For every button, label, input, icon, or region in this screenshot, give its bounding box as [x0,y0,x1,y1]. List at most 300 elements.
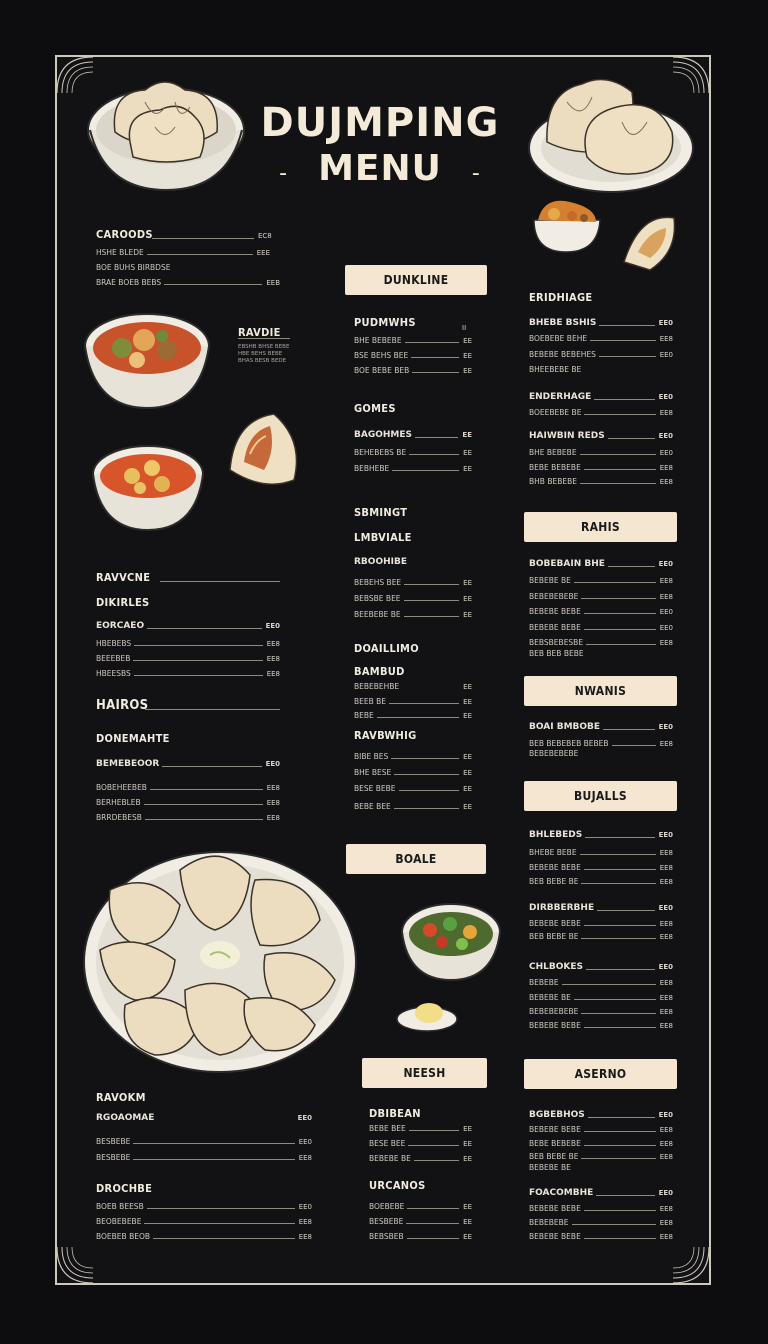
center-category-tag-3: NEESH [362,1058,487,1088]
menu-item [354,336,472,345]
item-price: EE [463,711,472,720]
item-price: EE8 [266,669,280,678]
leader-line [580,454,656,455]
item-price: EE [463,610,472,619]
leader-line [153,1238,295,1239]
item-name: BEBEBE BEBE [529,623,581,632]
leader-line [594,399,654,400]
item-price: EE [463,682,472,691]
item-name: BESBEBE [369,1217,404,1226]
menu-item [529,1204,673,1213]
item-price: EE0 [658,963,673,971]
title-dash-right: - [471,161,481,186]
leader-line [405,342,460,343]
leader-line [580,483,656,484]
side-note-heading: RAVDIE [238,326,281,339]
item-price: EE8 [659,1125,673,1134]
menu-item [529,463,673,472]
menu-item [96,278,280,287]
leader-line [599,325,654,326]
item-name: BEBEHS BEE [354,578,402,587]
menu-item [529,830,673,840]
curry-bowl-illustration [82,308,212,412]
item-name: BEBEBEHBE [354,682,400,691]
item-name: BEB BEB BEBE [529,649,584,658]
leader-line [588,1117,655,1118]
item-name: BEB BEBE BE [529,932,579,941]
leader-line [414,1160,459,1161]
item-price: EE0 [658,1111,673,1119]
item-price: EE0 [658,393,673,401]
item-price: EE0 [658,432,673,440]
menu-item [96,669,280,678]
item-name: BHEEBEBE BE [529,365,582,374]
leader-line [133,660,262,661]
item-name: BEBEBE BEBE [529,919,581,928]
item-price: EE8 [659,638,673,647]
item-price: EE0 [658,319,673,327]
center-section-heading-2: GOMES [354,402,396,415]
leader-line [584,1027,656,1028]
leader-line [152,238,254,239]
item-price: EE [463,336,472,345]
left-subheading-mid: DIKIRLES [96,596,150,609]
item-name: BOEB BEESB [96,1202,144,1211]
item-name: BEBE BEE [369,1124,406,1133]
item-name: BOEBEB BEOB [96,1232,151,1241]
menu-item [529,962,673,972]
item-name: CHLBOKES [529,962,583,972]
item-price: EE8 [659,978,673,987]
right-category-tag-4: ASERNO [524,1059,677,1089]
leader-line [586,969,655,970]
item-name: BEMEBEOOR [96,759,160,769]
item-price: EE8 [659,1021,673,1030]
item-price: EE8 [266,783,280,792]
menu-item [529,638,673,647]
item-name: BHE BEBEBE [529,448,577,457]
leader-line [145,709,280,710]
item-price: EE0 [659,350,673,359]
center-subheading-3: LMBVIALE [354,531,412,544]
item-name: BEBEBE BE [529,576,571,585]
leader-line [562,984,656,985]
menu-item [529,877,673,886]
menu-item [529,607,673,616]
side-note-line: HBE BEHS BEBE [238,351,283,357]
leader-line [584,1131,656,1132]
item-name: BOE BUHS BIRBDSE [96,263,171,272]
menu-title-line1: DUJMPING [260,100,500,146]
item-name: BEBE BEBEBE [529,1139,581,1148]
item-name: HBEBEBS [96,639,132,648]
leader-line [409,454,459,455]
item-price: EE8 [659,1139,673,1148]
menu-item [529,903,673,913]
menu-item [354,752,472,761]
item-price: EE8 [266,639,280,648]
menu-item [529,559,673,569]
leader-line [133,1143,294,1144]
center-category-tag-1: DUNKLINE [345,265,487,295]
item-name: BEBSBEB [369,1232,404,1241]
leader-line [404,600,460,601]
leader-line [584,869,656,870]
item-price: EE [463,1124,472,1133]
menu-item [529,576,673,585]
item-name: BEEEBEB [96,654,131,663]
menu-item [529,722,673,732]
menu-item [96,783,280,792]
menu-item [529,1139,673,1148]
center-section-heading-4: DOAILLIMO [354,642,419,655]
title-dash-left: - [279,161,289,186]
leader-line [389,703,459,704]
side-note-line: EBSHB BHSE BEBE [238,344,290,350]
right-category-tag-3: BUJALLS [524,781,677,811]
item-price: EE0 [659,607,673,616]
leader-line [238,338,290,339]
item-price: EE8 [266,813,280,822]
leader-line [584,629,656,630]
leader-line [411,357,459,358]
menu-item [529,623,673,632]
item-name: BRAE BOEB BEBS [96,278,162,287]
leader-line [162,766,261,767]
menu-item [354,557,472,567]
menu-item [529,477,673,486]
menu-item [96,798,280,807]
item-price: EE0 [658,904,673,912]
menu-item [354,464,472,473]
item-name: BHB BEBEBE [529,477,577,486]
leader-line [581,1013,655,1014]
item-name: BEBEBE BE [529,993,571,1002]
menu-item [354,430,472,440]
item-price: EE [463,1202,472,1211]
item-name: BEBEBE BEBE [529,1204,581,1213]
left-section-heading-low: HAIROS [96,698,149,713]
item-price: EE [463,1154,472,1163]
menu-item [354,802,472,811]
menu-item [529,863,673,872]
menu-item [354,351,472,360]
menu-item [354,784,472,793]
menu-item [529,1125,673,1134]
item-price: EEE [256,248,270,257]
menu-item [96,813,280,822]
item-name: BEBEBE BEBE [529,1232,581,1241]
leader-line [590,340,656,341]
item-price: EE8 [659,863,673,872]
menu-item [369,1124,472,1133]
dumpling-soup-bowl-illustration [90,440,206,534]
leader-line [597,910,654,911]
item-price: EE0 [658,1189,673,1197]
menu-item [529,318,673,328]
item-price: EE0 [297,1114,312,1122]
menu-item [354,610,472,619]
item-price: EE [463,448,472,457]
salad-bowl-illustration [400,900,502,984]
item-price: EE8 [659,993,673,1002]
item-price: EE8 [659,932,673,941]
menu-item [529,1163,673,1172]
menu-item [529,350,673,359]
menu-item [96,1137,312,1146]
item-price: EE8 [659,1218,673,1227]
item-name: BOE BEBE BEB [354,366,410,375]
item-name: BESE BEE [369,1139,406,1148]
dumpling-plate-illustration-top-right [527,72,699,202]
item-price: EE8 [659,334,673,343]
item-name: BOBEHEEBEB [96,783,147,792]
leader-line [160,581,280,582]
item-price: EE8 [659,848,673,857]
menu-item [529,919,673,928]
leader-line [574,999,656,1000]
item-name: BESBEBE [96,1153,131,1162]
menu-item [529,649,673,658]
leader-line [399,790,460,791]
menu-item [529,978,673,987]
center-section-heading-6: DBIBEAN [369,1107,421,1120]
menu-item [354,448,472,457]
leader-line [412,372,459,373]
item-name: BIBE BES [354,752,389,761]
item-price: EE8 [659,576,673,585]
left-subheading-low: DONEMAHTE [96,732,170,745]
item-name: BSE BEHS BEE [354,351,409,360]
item-name: BEBSBE BEE [354,594,401,603]
leader-line [581,1158,655,1159]
menu-item [529,932,673,941]
leader-line [584,1145,656,1146]
item-name: BEBEBEBEBE [529,592,579,601]
menu-item [96,1113,312,1123]
item-name: ENDERHAGE [529,392,592,402]
leader-line [404,584,459,585]
left-section-heading-top: CAROODS [96,228,153,241]
item-name: BGBEBHOS [529,1110,585,1120]
menu-item [96,1217,312,1226]
item-price: EE0 [658,831,673,839]
item-name: BEBEBE [529,978,559,987]
center-subheading-4: BAMBUD [354,665,405,678]
leader-line [584,469,656,470]
leader-line [150,789,263,790]
right-category-tag-1: RAHIS [524,512,677,542]
leader-line [584,613,656,614]
leader-line [581,598,655,599]
menu-item [354,366,472,375]
item-name: BHE BEBEBE [354,336,402,345]
item-name: BEBE BEBEBE [529,463,581,472]
item-name: BEBE [354,711,374,720]
price-marker: II [462,324,467,332]
item-name: BEBEBEBEBE [529,749,579,758]
item-name: BEBHEBE [354,464,390,473]
menu-item [354,682,472,691]
leader-line [581,938,655,939]
menu-item [354,578,472,587]
item-price: EE0 [658,723,673,731]
menu-item [354,594,472,603]
item-name: BHEBE BSHIS [529,318,597,328]
leader-line [581,883,655,884]
item-name: HAIWBIN REDS [529,431,605,441]
leader-line [572,1224,656,1225]
leader-line [415,437,458,438]
menu-item [369,1217,472,1226]
item-name: BERHEBLEB [96,798,141,807]
item-price: EE8 [659,919,673,928]
item-price: EEB [266,278,280,287]
menu-item [529,392,673,402]
leader-line [147,254,253,255]
item-price: EE [463,578,472,587]
center-category-tag-2: BOALE [346,844,486,874]
item-name: BEBEBE BEBE [529,1021,581,1030]
item-price: EE8 [659,408,673,417]
dumpling-slice-illustration-top [620,212,678,274]
menu-title-text: MENU [318,148,442,189]
item-name: BEEBEBE BE [354,610,401,619]
item-name: BEEB BE [354,697,387,706]
leader-line [612,745,656,746]
item-name: BESE BEBE [354,784,396,793]
leader-line [133,1159,294,1160]
left-section-heading-bottom-2: DROCHBE [96,1182,153,1195]
menu-item [529,334,673,343]
item-name: BRRDEBESB [96,813,142,822]
item-price: EE8 [266,798,280,807]
item-price: EE8 [659,1232,673,1241]
corner-ornament-bottom-left [55,1245,95,1285]
leader-line [144,804,263,805]
leader-line [144,1223,294,1224]
menu-item [96,639,280,648]
price: EC8 [258,232,272,240]
item-price: EE [463,784,472,793]
item-price: EE [463,366,472,375]
menu-item [529,1188,673,1198]
leader-line [603,729,655,730]
menu-item [369,1154,472,1163]
dumpling-bowl-illustration-top-left [85,72,247,194]
item-price: EE0 [659,448,673,457]
menu-item [96,1202,312,1211]
leader-line [391,758,459,759]
menu-item [529,848,673,857]
menu-item [529,749,673,758]
item-name: BEBSBEBESBE [529,638,584,647]
item-price: EE [463,351,472,360]
leader-line [377,717,459,718]
price-marker: EE [462,431,472,439]
item-price: EE0 [265,622,280,630]
item-name: BEB BEBE BE [529,877,579,886]
item-name: BOBEBAIN BHE [529,559,605,569]
item-price: EE [463,464,472,473]
side-note-line: BHAS BESB BEDE [238,358,287,364]
leader-line [584,414,655,415]
leader-line [392,470,459,471]
item-name: BEBEBE BEBEHES [529,350,596,359]
item-price: EE8 [659,739,673,748]
leader-line [608,438,655,439]
item-price: EE8 [298,1217,312,1226]
leader-line [404,616,459,617]
item-price: EE8 [659,1204,673,1213]
item-name: BOEBEBE BEHE [529,334,588,343]
item-price: EE [463,1139,472,1148]
item-price: EE [463,752,472,761]
item-price: EE8 [659,1152,673,1161]
item-name: DIRBBERBHE [529,903,595,913]
item-name: BEBE BEE [354,802,391,811]
dumpling-cut-illustration [224,410,302,490]
item-price: EE0 [298,1202,312,1211]
corner-ornament-bottom-right [671,1245,711,1285]
menu-item [529,1007,673,1016]
menu-item [529,1110,673,1120]
item-price: EE0 [298,1137,312,1146]
item-name: BOEBEBE [369,1202,405,1211]
menu-item [96,263,270,272]
leader-line [608,566,655,567]
menu-item [529,1152,673,1161]
menu-item [529,365,673,374]
menu-item [369,1139,472,1148]
item-name: BEOBEBEBE [96,1217,142,1226]
item-price: EE [463,697,472,706]
item-price: EE8 [659,877,673,886]
leader-line [408,1145,459,1146]
item-price: EE0 [265,760,280,768]
item-name: BEHEBEBS BE [354,448,407,457]
item-price: EE [463,1232,472,1241]
leader-line [599,356,656,357]
item-name: BHEBE BEBE [529,848,577,857]
item-price: EE8 [659,592,673,601]
item-price: EE8 [298,1153,312,1162]
item-name: BEBEBE BE [369,1154,411,1163]
left-section-heading-mid: RAVVCNE [96,571,151,584]
menu-item [529,1021,673,1030]
dumpling-platter-illustration [80,850,360,1090]
item-price: EE [463,802,472,811]
leader-line [394,808,459,809]
item-price: EE [463,768,472,777]
center-section-heading-3: SBMINGT [354,506,408,519]
menu-title-line2 [230,148,530,189]
sauce-cup-illustration [530,192,602,256]
item-price: EE0 [658,560,673,568]
item-name: RGOAOMAE [96,1113,155,1123]
item-name: BEBEBE BEBE [529,607,581,616]
item-price: EE [463,1217,472,1226]
item-name: BEB BEBE BE [529,1152,579,1161]
leader-line [134,675,263,676]
leader-line [596,1195,654,1196]
item-price: EE8 [298,1232,312,1241]
item-price: EE0 [659,623,673,632]
menu-item [369,1202,472,1211]
leader-line [164,284,262,285]
leader-line [134,645,263,646]
item-name: BEBEBEBEBE [529,1007,579,1016]
